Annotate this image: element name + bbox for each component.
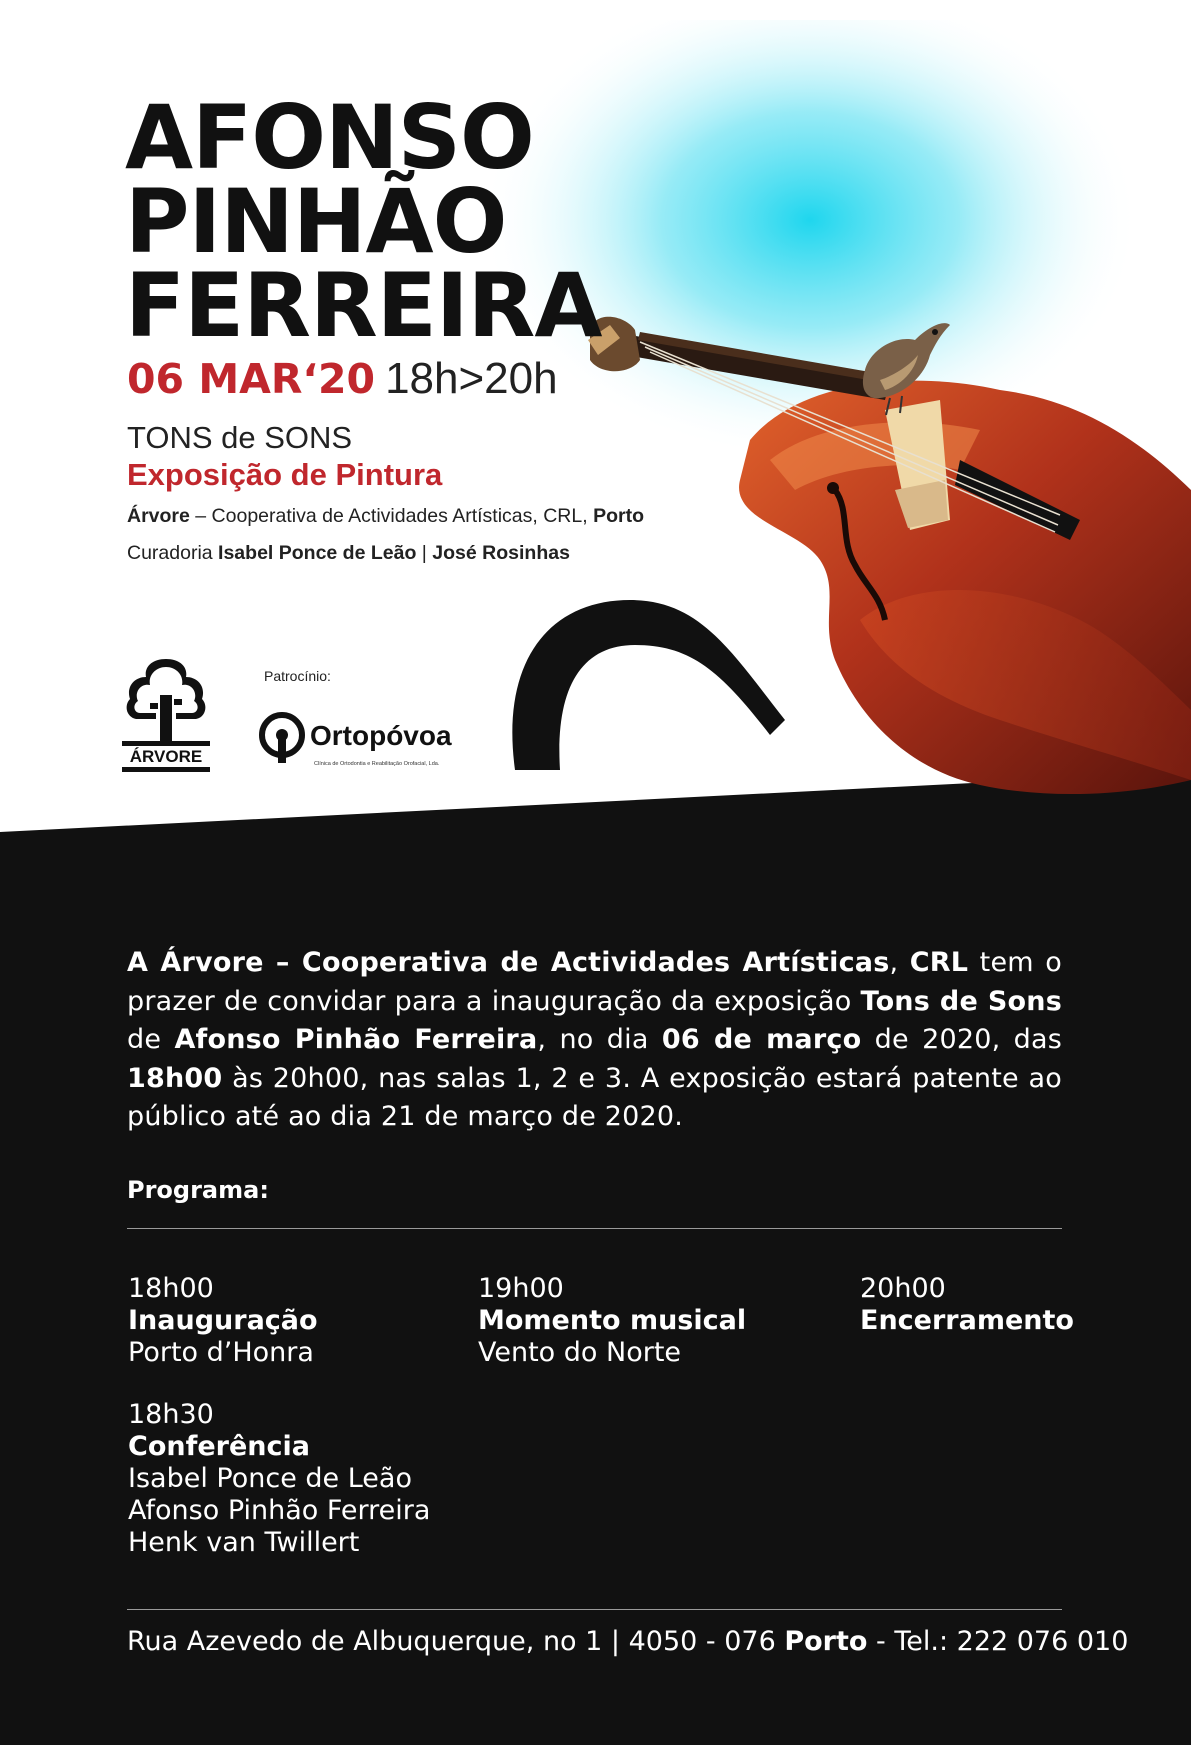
invite-date: 06 de março: [661, 1024, 862, 1055]
program-detail: Henk van Twillert: [128, 1527, 360, 1558]
artist-name: [125, 86, 602, 357]
organizer-city: Porto: [593, 505, 644, 527]
exhibition-title: TONS de SONS: [127, 420, 353, 455]
footer-address: [127, 1626, 1128, 1657]
program-detail: Isabel Ponce de Leão: [128, 1463, 412, 1494]
phone-text: - Tel.: 222 076 010: [867, 1626, 1129, 1657]
program-title: Conferência: [128, 1431, 310, 1462]
arvore-logo-text: ÁRVORE: [129, 747, 203, 766]
address-text: Rua Azevedo de Albuquerque, no 1 | 4050 - 076: [127, 1626, 785, 1657]
organizer-line: [127, 505, 644, 528]
event-date-time: [127, 354, 558, 404]
curators-label: Curadoria: [127, 542, 219, 564]
invitation-paragraph: [127, 944, 1062, 1137]
curator-name: Isabel Ponce de Leão: [218, 542, 417, 564]
arvore-tree-logo: [122, 655, 210, 775]
program-item: [478, 1273, 746, 1369]
ortopovoa-sponsor-logo: [258, 705, 458, 775]
program-title: Inauguração: [128, 1305, 318, 1336]
invite-exhibition-name: Tons de Sons: [860, 985, 1062, 1017]
invite-org-crl: CRL: [909, 947, 969, 978]
invite-text: , no dia: [537, 1024, 662, 1055]
invite-artist-name: Afonso Pinhão Ferreira: [174, 1024, 538, 1055]
invite-start-time: 18h00: [127, 1062, 223, 1094]
sponsor-tagline: Clínica de Ortodontia e Reabilitação Orofacial, Lda.: [314, 761, 440, 767]
program-time: 18h30: [128, 1399, 214, 1430]
invite-org-name: A Árvore – Cooperativa de Actividades Artísticas: [127, 947, 890, 978]
invite-text: ,: [889, 947, 910, 978]
event-time: 18h>20h: [385, 354, 558, 403]
organizer-description: – Cooperativa de Actividades Artísticas, CRL,: [189, 505, 594, 527]
program-time: 18h00: [128, 1273, 214, 1304]
program-detail: Porto d’Honra: [128, 1337, 314, 1368]
program-item: [860, 1273, 1074, 1337]
organizer-name: Árvore: [127, 505, 190, 527]
address-city: Porto: [784, 1626, 868, 1657]
program-detail: Vento do Norte: [478, 1337, 682, 1368]
curators-line: [127, 542, 570, 565]
program-item: [128, 1399, 430, 1559]
divider: [127, 1609, 1062, 1610]
invite-text: às 20h00, nas salas 1, 2 e 3. A exposição estará patente ao público até ao dia 21 de março de 2020.: [127, 1062, 1062, 1132]
sponsor-label: Patrocínio:: [264, 668, 331, 684]
invite-text: tem o prazer de convidar para a inauguração da exposição: [127, 947, 1062, 1017]
curators-separator: |: [416, 542, 433, 564]
artist-name-line: AFONSO: [125, 86, 534, 189]
program-time: 19h00: [478, 1273, 564, 1304]
invite-text: de 2020, das: [861, 1024, 1063, 1055]
program-detail: Afonso Pinhão Ferreira: [128, 1495, 431, 1526]
program-time: 20h00: [860, 1273, 946, 1304]
invite-text: de: [127, 1024, 175, 1055]
artist-name-line: FERREIRA: [125, 254, 602, 357]
event-date: 06 MAR‘20: [127, 355, 376, 403]
sponsor-name: Ortopóvoa: [310, 720, 452, 751]
program-title: Momento musical: [478, 1305, 747, 1336]
program-heading: Programa:: [127, 1176, 269, 1204]
program-title: Encerramento: [860, 1305, 1074, 1336]
artist-name-line: PINHÃO: [125, 170, 507, 273]
program-item: [128, 1273, 318, 1369]
divider: [127, 1228, 1062, 1229]
exhibition-subtitle: Exposição de Pintura: [127, 457, 443, 492]
curator-name: José Rosinhas: [432, 542, 570, 564]
